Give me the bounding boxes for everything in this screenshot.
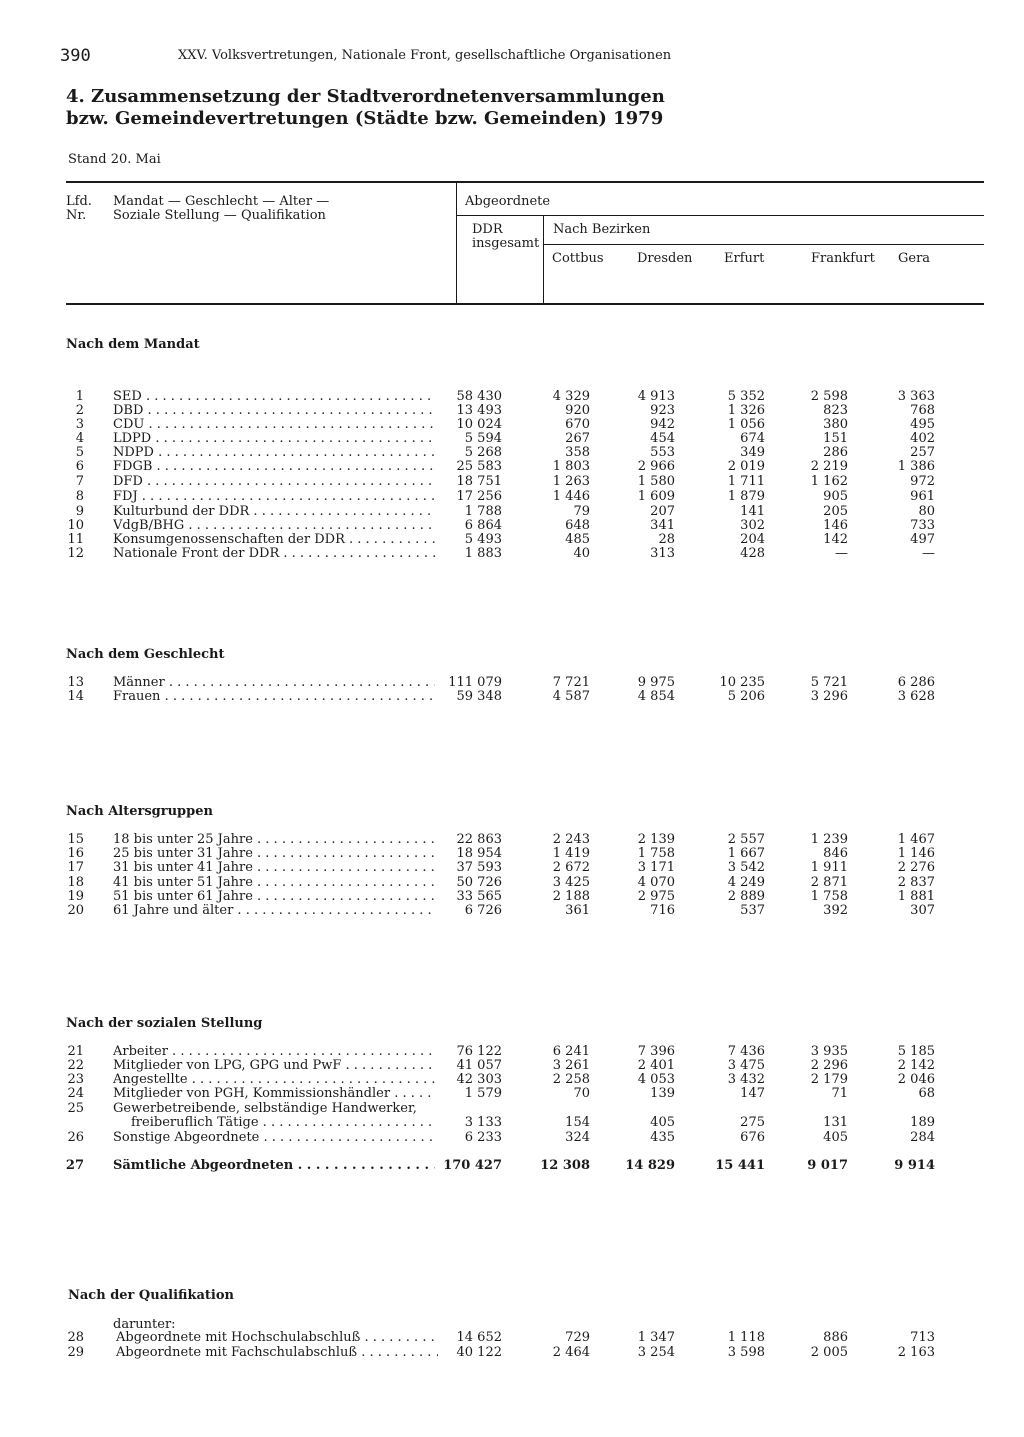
cell-gera: 6 286: [897, 675, 935, 690]
cell-ddr: 1 883: [464, 546, 502, 561]
cell-cottbus: 324: [565, 1130, 590, 1145]
column-lfd-nr: [66, 195, 92, 223]
title-line-1: 4. Zusammensetzung der Stadtverordnetenversammlungen: [66, 86, 665, 107]
cell-dresden: 4 913: [637, 389, 675, 404]
cell-erfurt: 349: [740, 445, 765, 460]
row-label: VdgB/BHG . . .: [113, 519, 435, 533]
table-row: [0, 847, 1024, 861]
cell-dresden: 1 609: [637, 489, 675, 504]
cell-cottbus: 267: [565, 431, 590, 446]
cell-erfurt: 1 711: [727, 474, 765, 489]
cell-erfurt: 3 598: [727, 1345, 765, 1360]
table-row: [0, 876, 1024, 890]
cell-ddr: 1 788: [464, 504, 502, 519]
cell-gera: 2 276: [897, 860, 935, 875]
cell-frankfurt: 2 005: [810, 1345, 848, 1360]
table-row: [0, 1331, 1024, 1345]
row-label: Nationale Front der DDR . . .: [113, 547, 435, 561]
row-number: 19: [67, 889, 84, 904]
row-number: 4: [75, 431, 84, 446]
cell-ddr: 5 594: [464, 431, 502, 446]
cell-ddr: 40 122: [456, 1345, 502, 1360]
abgeordnete-rule: [457, 215, 984, 216]
cell-frankfurt: 886: [823, 1330, 848, 1345]
cell-cottbus: 7 721: [552, 675, 590, 690]
cell-ddr: 5 493: [464, 532, 502, 547]
cell-erfurt: 7 436: [727, 1044, 765, 1059]
cell-gera: 2 142: [897, 1058, 935, 1073]
cell-cottbus: 12 308: [540, 1158, 590, 1173]
row-label: Mitglieder von PGH, Kommissionshändler . . .: [113, 1087, 435, 1101]
district-cottbus: Cottbus: [552, 251, 604, 266]
cell-cottbus: 729: [565, 1330, 590, 1345]
row-number: 5: [75, 445, 84, 460]
cell-dresden: 1 580: [637, 474, 675, 489]
cell-erfurt: 2 557: [727, 832, 765, 847]
cell-dresden: 207: [650, 504, 675, 519]
total-row: [0, 1159, 1024, 1173]
cell-erfurt: 204: [740, 532, 765, 547]
cell-gera: 3 363: [897, 389, 935, 404]
cell-cottbus: 4 587: [552, 689, 590, 704]
table-row: [0, 904, 1024, 918]
table-row: [0, 446, 1024, 460]
row-label: 25 bis unter 31 Jahre . . .: [113, 847, 435, 861]
table-row: [0, 1073, 1024, 1087]
cell-ddr: 18 751: [456, 474, 502, 489]
row-label: Konsumgenossenschaften der DDR . . .: [113, 533, 435, 547]
row-number: 15: [67, 832, 84, 847]
cell-cottbus: 4 329: [552, 389, 590, 404]
cell-gera: 768: [910, 403, 935, 418]
row-label: Sonstige Abgeordnete . . .: [113, 1131, 435, 1145]
cell-erfurt: 275: [740, 1115, 765, 1130]
cell-ddr: 13 493: [456, 403, 502, 418]
cell-ddr: 10 024: [456, 417, 502, 432]
table-row: [0, 1059, 1024, 1073]
section-altersgruppen: Nach Altersgruppen: [66, 804, 213, 819]
cell-cottbus: 2 258: [552, 1072, 590, 1087]
cell-cottbus: 670: [565, 417, 590, 432]
cell-erfurt: 2 019: [727, 459, 765, 474]
cell-cottbus: 485: [565, 532, 590, 547]
row-label: NDPD . . .: [113, 446, 435, 460]
district-dresden: Dresden: [637, 251, 693, 266]
cell-dresden: 1 347: [637, 1330, 675, 1345]
section-soziale-stellung: Nach der sozialen Stellung: [66, 1016, 263, 1031]
cell-dresden: 2 401: [637, 1058, 675, 1073]
title-line-2: bzw. Gemeindevertretungen (Städte bzw. Gemeinden) 1979: [66, 108, 664, 129]
cell-frankfurt: 1 758: [810, 889, 848, 904]
cell-dresden: 341: [650, 518, 675, 533]
cell-ddr: 111 079: [448, 675, 502, 690]
row-number: 7: [75, 474, 84, 489]
cell-frankfurt: 286: [823, 445, 848, 460]
cell-erfurt: 2 889: [727, 889, 765, 904]
row-number: 23: [67, 1072, 84, 1087]
cell-gera: 495: [910, 417, 935, 432]
cell-frankfurt: 2 871: [810, 875, 848, 890]
cell-gera: 497: [910, 532, 935, 547]
cell-erfurt: 3 542: [727, 860, 765, 875]
cell-gera: 1 881: [897, 889, 935, 904]
table-row: [0, 1087, 1024, 1101]
cell-cottbus: 3 261: [552, 1058, 590, 1073]
row-number: 26: [67, 1130, 84, 1145]
row-label: LDPD . . .: [113, 432, 435, 446]
row-number: 9: [75, 504, 84, 519]
cell-gera: 80: [918, 504, 935, 519]
desc-line-1: Mandat — Geschlecht — Alter —: [113, 194, 330, 209]
table-row: [0, 1131, 1024, 1145]
cell-erfurt: 537: [740, 903, 765, 918]
cell-ddr: 6 233: [464, 1130, 502, 1145]
section-geschlecht: Nach dem Geschlecht: [66, 647, 225, 662]
cell-ddr: 25 583: [456, 459, 502, 474]
row-number: 28: [67, 1330, 84, 1345]
cell-cottbus: 154: [565, 1115, 590, 1130]
cell-gera: 3 628: [897, 689, 935, 704]
cell-dresden: 3 171: [637, 860, 675, 875]
row-label: DBD . . .: [113, 404, 435, 418]
cell-dresden: 313: [650, 546, 675, 561]
cell-erfurt: 10 235: [719, 675, 765, 690]
cell-dresden: 3 254: [637, 1345, 675, 1360]
column-description: [113, 195, 329, 223]
cell-gera: 961: [910, 489, 935, 504]
row-number: 1: [75, 389, 84, 404]
cell-cottbus: 6 241: [552, 1044, 590, 1059]
cell-cottbus: 2 243: [552, 832, 590, 847]
running-header: XXV. Volksvertretungen, Nationale Front, gesellschaftliche Organisationen: [178, 48, 672, 63]
table-row: [0, 890, 1024, 904]
cell-frankfurt: 1 162: [810, 474, 848, 489]
table-row-continuation: [0, 1116, 1024, 1130]
cell-ddr: 37 593: [456, 860, 502, 875]
header-vertical-divider: [456, 183, 457, 303]
row-number: 17: [67, 860, 84, 875]
row-number: 10: [67, 518, 84, 533]
cell-ddr: 76 122: [456, 1044, 502, 1059]
cell-gera: 2 837: [897, 875, 935, 890]
cell-dresden: 2 139: [637, 832, 675, 847]
table-row: [0, 404, 1024, 418]
cell-erfurt: 141: [740, 504, 765, 519]
cell-gera: 2 046: [897, 1072, 935, 1087]
cell-cottbus: 2 672: [552, 860, 590, 875]
cell-dresden: 4 070: [637, 875, 675, 890]
cell-frankfurt: 2 296: [810, 1058, 848, 1073]
table-row: [0, 690, 1024, 704]
cell-frankfurt: 392: [823, 903, 848, 918]
page-number: 390: [60, 46, 91, 66]
table-row: [0, 676, 1024, 690]
cell-dresden: 405: [650, 1115, 675, 1130]
row-number: 18: [67, 875, 84, 890]
cell-frankfurt: 1 911: [810, 860, 848, 875]
row-label: CDU . . .: [113, 418, 435, 432]
row-number: 6: [75, 459, 84, 474]
cell-dresden: 7 396: [637, 1044, 675, 1059]
cell-frankfurt: 146: [823, 518, 848, 533]
table-row: [0, 833, 1024, 847]
cell-dresden: 9 975: [637, 675, 675, 690]
table-row: [0, 505, 1024, 519]
cell-gera: 284: [910, 1130, 935, 1145]
cell-frankfurt: 1 239: [810, 832, 848, 847]
row-number: 12: [67, 546, 84, 561]
cell-frankfurt: 205: [823, 504, 848, 519]
cell-frankfurt: 2 219: [810, 459, 848, 474]
cell-ddr: 3 133: [464, 1115, 502, 1130]
cell-gera: 2 163: [897, 1345, 935, 1360]
cell-erfurt: 147: [740, 1086, 765, 1101]
table-row: [0, 475, 1024, 489]
cell-erfurt: 1 056: [727, 417, 765, 432]
table-row: [0, 432, 1024, 446]
row-number: 8: [75, 489, 84, 504]
cell-erfurt: 5 352: [727, 389, 765, 404]
cell-ddr: 6 726: [464, 903, 502, 918]
cell-dresden: 4 854: [637, 689, 675, 704]
cell-dresden: 1 758: [637, 846, 675, 861]
cell-cottbus: 3 425: [552, 875, 590, 890]
cell-cottbus: 40: [573, 546, 590, 561]
cell-ddr: 42 303: [456, 1072, 502, 1087]
row-number: 2: [75, 403, 84, 418]
cell-ddr: 14 652: [456, 1330, 502, 1345]
row-number: 27: [65, 1158, 84, 1173]
cell-erfurt: 302: [740, 518, 765, 533]
row-number: 24: [67, 1086, 84, 1101]
cell-gera: 307: [910, 903, 935, 918]
row-label: Abgeordnete mit Fachschulabschluß . . .: [116, 1346, 438, 1360]
ddr-insgesamt-header: [472, 223, 539, 251]
cell-gera: 1 467: [897, 832, 935, 847]
cell-dresden: 435: [650, 1130, 675, 1145]
darunter-label: darunter:: [113, 1317, 176, 1332]
row-label: Gewerbetreibende, selbständige Handwerker,: [113, 1102, 417, 1116]
cell-frankfurt: 9 017: [807, 1158, 848, 1173]
cell-erfurt: 1 326: [727, 403, 765, 418]
cell-erfurt: 676: [740, 1130, 765, 1145]
row-label: Frauen . . .: [113, 690, 435, 704]
row-label: Abgeordnete mit Hochschulabschluß . . .: [116, 1331, 438, 1345]
cell-gera: 68: [918, 1086, 935, 1101]
cell-erfurt: 428: [740, 546, 765, 561]
row-label: 61 Jahre und älter . . .: [113, 904, 435, 918]
nr-label: Nr.: [66, 208, 87, 223]
row-number: 13: [67, 675, 84, 690]
table-top-rule: [66, 181, 984, 183]
cell-dresden: 28: [658, 532, 675, 547]
table-row: [0, 1102, 1024, 1116]
cell-dresden: 139: [650, 1086, 675, 1101]
table-header-bottom-rule: [66, 303, 984, 305]
table-row: [0, 533, 1024, 547]
row-number: 22: [67, 1058, 84, 1073]
cell-frankfurt: 823: [823, 403, 848, 418]
table-row: [0, 1045, 1024, 1059]
row-label: 51 bis unter 61 Jahre . . .: [113, 890, 435, 904]
row-label: Angestellte . . .: [113, 1073, 435, 1087]
cell-dresden: 2 966: [637, 459, 675, 474]
row-label: Männer . . .: [113, 676, 435, 690]
cell-gera: —: [922, 546, 935, 561]
table-row: [0, 861, 1024, 875]
cell-ddr: 50 726: [456, 875, 502, 890]
table-row: [0, 418, 1024, 432]
table-title: [66, 86, 665, 130]
ddr-line-2: insgesamt: [472, 236, 540, 251]
cell-dresden: 14 829: [625, 1158, 675, 1173]
cell-cottbus: 1 419: [552, 846, 590, 861]
section-mandat: Nach dem Mandat: [66, 337, 200, 352]
cell-frankfurt: 2 179: [810, 1072, 848, 1087]
cell-gera: 5 185: [897, 1044, 935, 1059]
row-label: 41 bis unter 51 Jahre . . .: [113, 876, 435, 890]
cell-gera: 1 146: [897, 846, 935, 861]
desc-line-2: Soziale Stellung — Qualifikation: [113, 208, 326, 223]
table-row: [0, 547, 1024, 561]
cell-cottbus: 1 263: [552, 474, 590, 489]
cell-dresden: 942: [650, 417, 675, 432]
cell-cottbus: 2 464: [552, 1345, 590, 1360]
cell-dresden: 4 053: [637, 1072, 675, 1087]
cell-frankfurt: —: [835, 546, 848, 561]
cell-dresden: 716: [650, 903, 675, 918]
cell-cottbus: 920: [565, 403, 590, 418]
cell-dresden: 923: [650, 403, 675, 418]
cell-frankfurt: 2 598: [810, 389, 848, 404]
cell-cottbus: 70: [573, 1086, 590, 1101]
row-label-continuation: freiberuflich Tätige . . .: [131, 1116, 435, 1130]
cell-erfurt: 1 118: [727, 1330, 765, 1345]
cell-frankfurt: 380: [823, 417, 848, 432]
row-number: 14: [67, 689, 84, 704]
row-number: 21: [67, 1044, 84, 1059]
nach-bezirken-header: Nach Bezirken: [553, 222, 651, 237]
cell-erfurt: 4 249: [727, 875, 765, 890]
cell-ddr: 170 427: [443, 1158, 502, 1173]
row-number: 25: [67, 1101, 84, 1116]
cell-gera: 972: [910, 474, 935, 489]
row-label: 18 bis unter 25 Jahre . . .: [113, 833, 435, 847]
row-label: Sämtliche Abgeordneten . . .: [113, 1159, 435, 1173]
row-label: 31 bis unter 41 Jahre . . .: [113, 861, 435, 875]
row-label: FDGB . . .: [113, 460, 435, 474]
cell-ddr: 41 057: [456, 1058, 502, 1073]
cell-frankfurt: 5 721: [810, 675, 848, 690]
cell-gera: 1 386: [897, 459, 935, 474]
section-qualifikation: Nach der Qualifikation: [68, 1288, 234, 1303]
cell-cottbus: 1 803: [552, 459, 590, 474]
cell-gera: 257: [910, 445, 935, 460]
cell-frankfurt: 151: [823, 431, 848, 446]
cell-frankfurt: 131: [823, 1115, 848, 1130]
table-row: [0, 460, 1024, 474]
cell-ddr: 5 268: [464, 445, 502, 460]
table-row: [0, 1346, 1024, 1360]
row-label: SED . . .: [113, 390, 435, 404]
row-number: 20: [67, 903, 84, 918]
cell-cottbus: 2 188: [552, 889, 590, 904]
row-label: DFD . . .: [113, 475, 435, 489]
district-erfurt: Erfurt: [724, 251, 765, 266]
cell-cottbus: 358: [565, 445, 590, 460]
district-gera: Gera: [898, 251, 931, 266]
cell-frankfurt: 3 935: [810, 1044, 848, 1059]
lfd-label: Lfd.: [66, 194, 92, 209]
reference-date: Stand 20. Mai: [68, 152, 161, 167]
cell-cottbus: 1 446: [552, 489, 590, 504]
cell-erfurt: 15 441: [715, 1158, 765, 1173]
cell-erfurt: 3 432: [727, 1072, 765, 1087]
cell-ddr: 6 864: [464, 518, 502, 533]
row-number: 16: [67, 846, 84, 861]
row-label: Mitglieder von LPG, GPG und PwF . . .: [113, 1059, 435, 1073]
row-label: Arbeiter . . .: [113, 1045, 435, 1059]
cell-dresden: 454: [650, 431, 675, 446]
cell-ddr: 22 863: [456, 832, 502, 847]
cell-erfurt: 3 475: [727, 1058, 765, 1073]
cell-frankfurt: 405: [823, 1130, 848, 1145]
cell-frankfurt: 905: [823, 489, 848, 504]
cell-dresden: 553: [650, 445, 675, 460]
row-label: Kulturbund der DDR . . .: [113, 505, 435, 519]
cell-dresden: 2 975: [637, 889, 675, 904]
row-number: 3: [75, 417, 84, 432]
cell-cottbus: 648: [565, 518, 590, 533]
table-row: [0, 519, 1024, 533]
table-row: [0, 490, 1024, 504]
cell-gera: 733: [910, 518, 935, 533]
cell-ddr: 33 565: [456, 889, 502, 904]
cell-ddr: 18 954: [456, 846, 502, 861]
cell-gera: 9 914: [894, 1158, 935, 1173]
cell-gera: 189: [910, 1115, 935, 1130]
cell-ddr: 58 430: [456, 389, 502, 404]
cell-frankfurt: 71: [831, 1086, 848, 1101]
cell-erfurt: 1 879: [727, 489, 765, 504]
row-number: 11: [67, 532, 84, 547]
cell-erfurt: 1 667: [727, 846, 765, 861]
cell-frankfurt: 846: [823, 846, 848, 861]
cell-erfurt: 5 206: [727, 689, 765, 704]
cell-frankfurt: 142: [823, 532, 848, 547]
cell-cottbus: 79: [573, 504, 590, 519]
ddr-line-1: DDR: [472, 222, 503, 237]
row-number: 29: [67, 1345, 84, 1360]
table-row: [0, 390, 1024, 404]
cell-gera: 402: [910, 431, 935, 446]
cell-ddr: 17 256: [456, 489, 502, 504]
ddr-vertical-divider: [543, 216, 544, 303]
cell-ddr: 59 348: [456, 689, 502, 704]
cell-frankfurt: 3 296: [810, 689, 848, 704]
cell-ddr: 1 579: [464, 1086, 502, 1101]
cell-cottbus: 361: [565, 903, 590, 918]
abgeordnete-header: Abgeordnete: [465, 194, 551, 209]
row-label: FDJ . . .: [113, 490, 435, 504]
cell-erfurt: 674: [740, 431, 765, 446]
bezirke-rule: [544, 244, 984, 245]
cell-gera: 713: [910, 1330, 935, 1345]
district-frankfurt: Frankfurt: [811, 251, 875, 266]
